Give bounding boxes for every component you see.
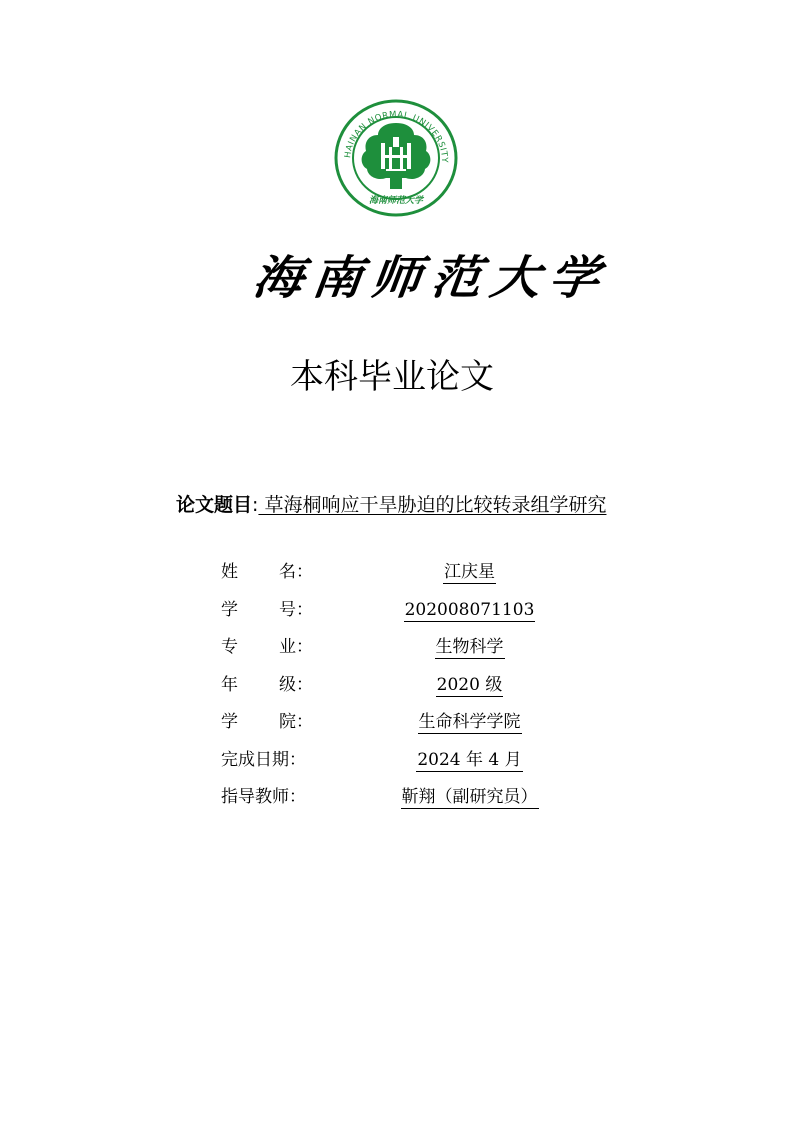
info-label: 指导教师：	[221, 787, 306, 807]
info-row-major	[221, 635, 581, 673]
university-name-char: 学	[546, 250, 602, 305]
thesis-title-colon: :	[252, 494, 259, 516]
info-row-advisor	[221, 785, 581, 823]
info-value-name: 江庆星	[444, 562, 495, 582]
info-label: 姓 名：	[221, 562, 313, 582]
thesis-type-heading: 本科毕业论文	[290, 357, 494, 397]
student-info-block	[221, 560, 581, 823]
info-label: 学 号：	[221, 599, 313, 620]
thesis-title-label: 论文题目	[176, 494, 253, 516]
info-label: 年 级：	[221, 674, 313, 695]
info-value-date: 2024 年 4 月	[417, 749, 522, 770]
info-value-college: 生命科学学院	[418, 712, 521, 732]
thesis-title-value: 草海桐响应干旱胁迫的比较转录组学研究	[258, 494, 607, 516]
university-seal-logo	[334, 99, 458, 217]
info-label: 完成日期：	[221, 749, 306, 770]
info-row-student-id	[221, 598, 581, 636]
info-row-grade	[221, 673, 581, 711]
info-label: 专 业：	[221, 637, 313, 657]
seal-bottom-text: 海南师范大学	[368, 196, 424, 206]
university-name-char: 大	[486, 250, 543, 305]
university-name-char: 南	[309, 250, 366, 305]
info-label: 学 院：	[221, 712, 313, 732]
info-value-advisor: 靳翔（副研究员）	[401, 787, 538, 807]
svg-text:HAINAN NORMAL UNIVERSITY: HAINAN NORMAL UNIVERSITY	[343, 109, 450, 164]
university-name-char: 师	[368, 250, 425, 305]
info-row-name	[221, 560, 581, 598]
university-name-char: 范	[427, 250, 484, 305]
university-name-calligraphy	[250, 245, 602, 311]
info-row-college	[221, 710, 581, 748]
info-value-major: 生物科学	[435, 637, 504, 657]
info-row-date	[221, 748, 581, 786]
info-value-student-id: 202008071103	[404, 599, 535, 620]
university-name-char: 海	[250, 250, 306, 305]
info-value-grade: 2020 级	[436, 674, 503, 695]
thesis-title-row	[176, 491, 606, 519]
